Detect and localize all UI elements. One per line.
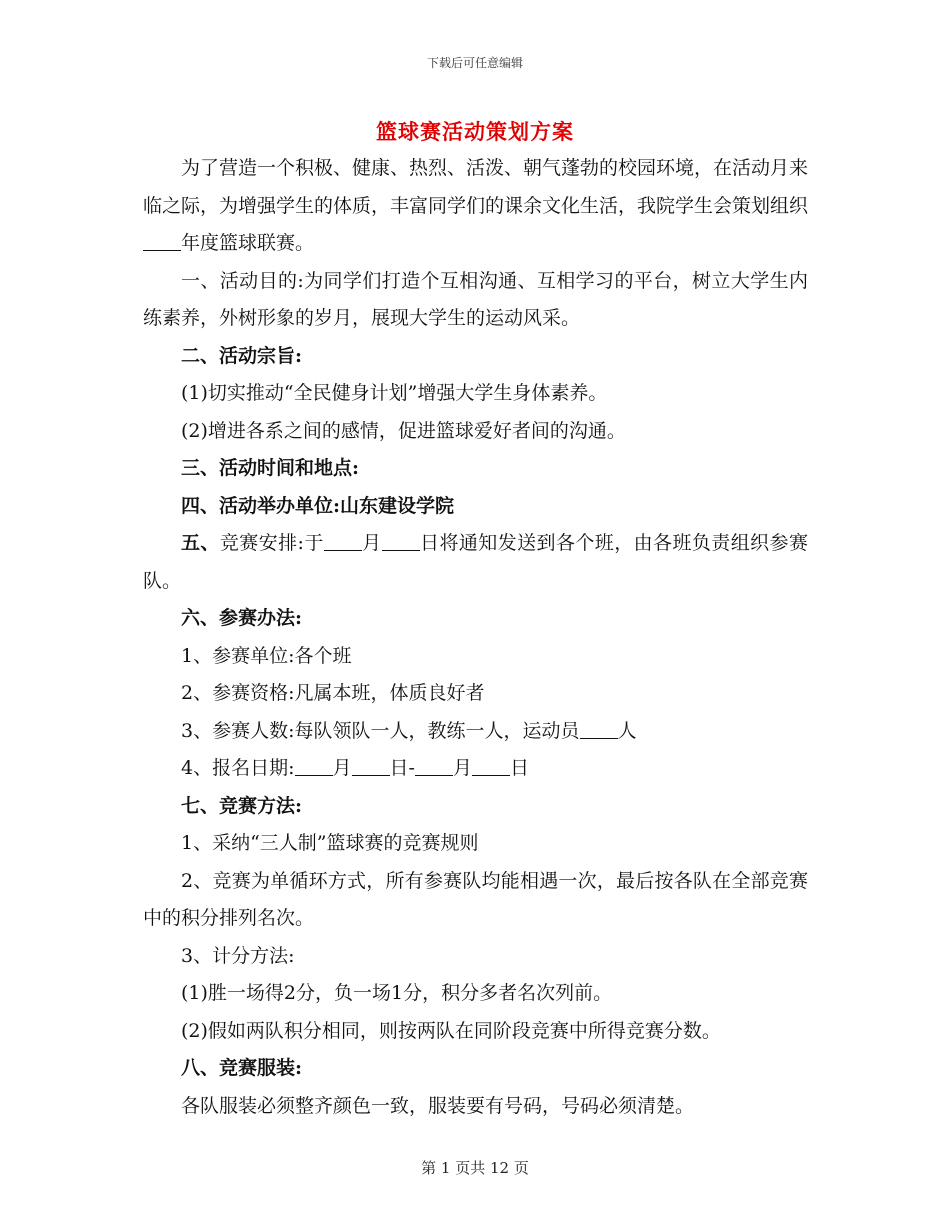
document-body (143, 150, 808, 1125)
section-6-item-1: 1、参赛单位:各个班 (181, 644, 352, 667)
section-5-text-1: 竞赛安排:于 (219, 532, 324, 554)
section-6-item-3-unit: 人 (617, 719, 637, 742)
section-7-heading: 七、竞赛方法: (181, 794, 303, 817)
section-7-item-2: 2、竞赛为单循环方式，所有参赛队均能相遇一次，最后按各队在全部竞赛中的积分排列名次。 (143, 869, 808, 929)
reg-month-1: 月 (332, 757, 352, 779)
section-7-item-3: 3、计分方法: (181, 944, 295, 967)
reg-end-day-blank (472, 757, 510, 776)
section-5-text-3: 日将通知发送到各个班，由各班负责组织参赛队。 (143, 532, 808, 592)
reg-end-month-blank (415, 757, 453, 776)
section-2-heading: 二、活动宗旨: (181, 344, 303, 367)
section-2-item-1: (1)切实推动“全民健身计划”增强大学生身体素养。 (181, 382, 608, 404)
section-5-schedule (143, 525, 808, 600)
section-6-item-3 (143, 713, 808, 751)
intro-paragraph (143, 150, 808, 263)
section-8-heading: 八、竞赛服装: (181, 1057, 303, 1079)
section-7-item-3-1: (1)胜一场得2分，负一场1分，积分多者名次列前。 (181, 982, 613, 1004)
day-blank (382, 532, 420, 551)
section-8-text: 各队服装必须整齐颜色一致，服装要有号码，号码必须清楚。 (181, 1094, 695, 1117)
reg-month-2: 月 (452, 757, 472, 779)
section-3-heading: 三、活动时间和地点: (181, 457, 360, 479)
section-6-heading: 六、参赛办法: (181, 607, 303, 629)
month-blank (324, 532, 362, 551)
section-4-heading: 四、活动举办单位:山东建设学院 (181, 494, 455, 517)
section-1-purpose: 一、活动目的:为同学们打造个互相沟通、互相学习的平台，树立大学生内练素养，外树形象的岁月，展现大学生的运动风采。 (143, 269, 808, 329)
intro-text-end: 年度篮球联赛。 (181, 232, 315, 254)
reg-day-2: 日 (509, 757, 529, 779)
year-blank (143, 232, 181, 251)
section-5-text-2: 月 (361, 532, 382, 554)
reg-date-label: 4、报名日期: (181, 757, 295, 779)
reg-start-month-blank (295, 757, 333, 776)
page-number: 第 1 页共 12 页 (421, 1159, 529, 1177)
section-6-item-4 (143, 750, 808, 788)
section-2-item-2: (2)增进各系之间的感情，促进篮球爱好者间的沟通。 (181, 419, 626, 442)
document-title: 篮球赛活动策划方案 (376, 119, 574, 144)
reg-day-1: 日- (389, 757, 415, 779)
athlete-count-blank (580, 720, 618, 739)
section-5-lead: 五、 (181, 532, 220, 554)
intro-text: 为了营造一个积极、健康、热烈、活泼、朝气蓬勃的校园环境，在活动月来临之际，为增强学生的体质，丰富同学们的课余文化生活，我院学生会策划组织 (143, 157, 809, 217)
reg-start-day-blank (352, 757, 390, 776)
section-7-item-1: 1、采纳“三人制”篮球赛的竞赛规则 (181, 832, 479, 854)
section-7-item-3-2: (2)假如两队积分相同，则按两队在同阶段竞赛中所得竞赛分数。 (181, 1019, 721, 1042)
section-6-item-2: 2、参赛资格:凡属本班，体质良好者 (181, 682, 485, 704)
header-note: 下载后可任意编辑 (426, 56, 523, 70)
section-6-item-3-text: 3、参赛人数:每队领队一人，教练一人，运动员 (181, 719, 580, 742)
